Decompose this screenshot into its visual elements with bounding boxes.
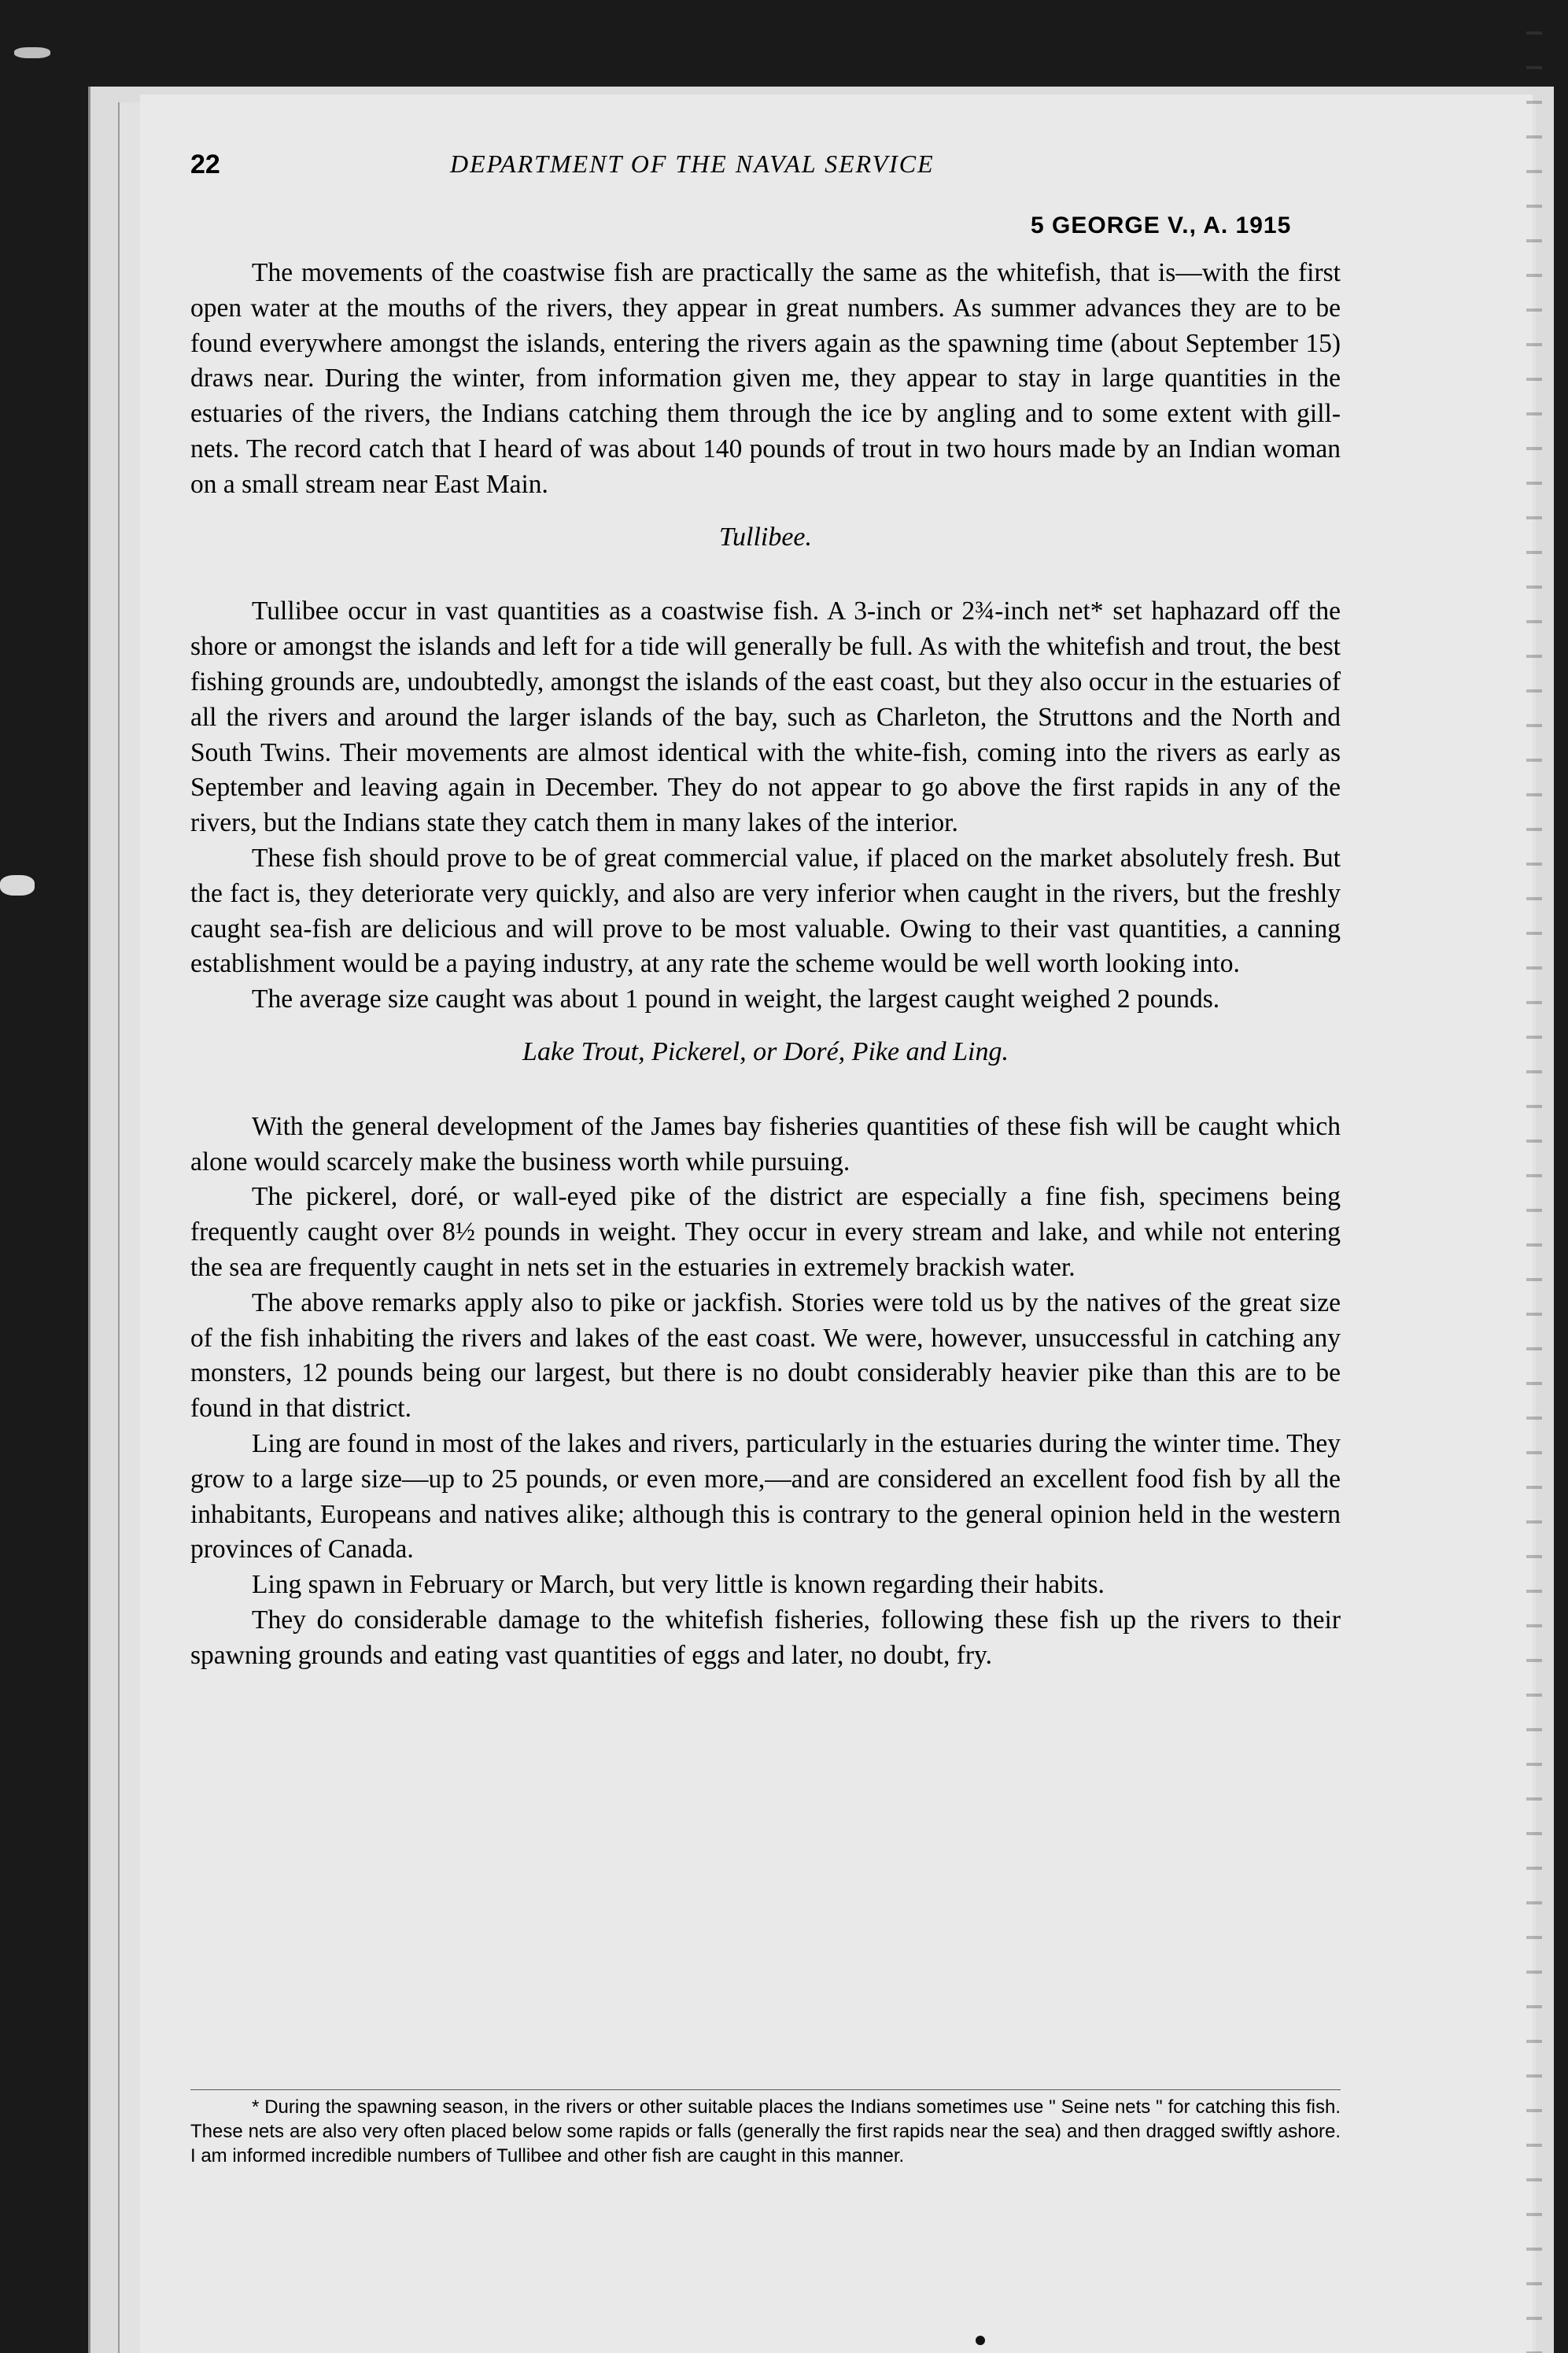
paragraph: The pickerel, doré, or wall-eyed pike of the district are especially a fine fish, specimens being frequently caught over 8½ pounds in weight. They occur in every stream and lake, and while not entering the sea are frequently caught in nets set in the estuaries in extremely brackish water. [190, 1182, 1341, 1282]
paragraph: These fish should prove to be of great commercial value, if placed on the market absolutely fresh. But the fact is, they deteriorate very quickly, and also are very inferior when caught in the rivers, but the freshly caught sea-fish are delicious and will prove to be most valuable. Owing to their vast quantities, a canning establishment would be a paying industry, at any rate the scheme would be well worth looking into. [190, 843, 1341, 979]
paragraph: Ling are found in most of the lakes and rivers, particularly in the estuaries during the winter time. They grow to a large size—up to 25 pounds, or even more,—and are considered an excellent food fish by all the inhabitants, Europeans and natives alike; although this is contrary to the general opinion held in the western provinces of Canada. [190, 1428, 1341, 1564]
paragraph: They do considerable damage to the whitefish fisheries, following these fish up the rivers to their spawning grounds and eating vast quantities of eggs and later, no doubt, fry. [190, 1605, 1341, 1670]
section-heading: Lake Trout, Pickerel, or Doré, Pike and Ling. [522, 1036, 1009, 1066]
paragraph: The average size caught was about 1 pound in weight, the largest caught weighed 2 pounds. [252, 984, 1220, 1014]
paragraph: Tullibee occur in vast quantities as a coastwise fish. A 3-inch or 2¾-inch net* set haphazard off the shore or amongst the islands and left for a tide will generally be full. As with the whitefish and trout, the best fishing grounds are, undoubtedly, amongst the islands of the east coast, but they also occur in the estuaries of all the rivers and around the larger islands of the bay, such as Charleton, the Struttons and the North and South Twins. Their movements are almost identical with the white-fish, coming into the rivers as early as September and leaving again in December. They do not appear to go above the first rapids in any of the rivers, but the Indians state they catch them in many lakes of the interior. [190, 597, 1341, 838]
scan-dot [976, 2336, 985, 2345]
page-number: 22 [190, 150, 220, 179]
page-header [190, 150, 1245, 197]
session-reference: 5 GEORGE V., A. 1915 [1031, 212, 1292, 238]
footnote [190, 2089, 1341, 2168]
scan-mark [0, 875, 35, 896]
body-text [190, 256, 1341, 1673]
paragraph: Ling spawn in February or March, but very little is known regarding their habits. [252, 1570, 1105, 1600]
paragraph: With the general development of the James bay fisheries quantities of these fish will be caught which alone would scarcely make the business worth while pursuing. [190, 1111, 1341, 1176]
paragraph: The movements of the coastwise fish are practically the same as the whitefish, that is—with the first open water at the mouths of the rivers, they appear in great numbers. As summer advances they are to be found everywhere amongst the islands, entering the rivers again as the spawning time (about September 15) draws near. During the winter, from information given me, they appear to stay in large quantities in the estuaries of the rivers, the Indians catching them through the ice by angling and to some extent with gill-nets. The record catch that I heard of was about 140 pounds of trout in two hours made by an Indian woman on a small stream near East Main. [190, 258, 1341, 499]
section-heading: Tullibee. [718, 522, 813, 552]
page-edge-shadow [1526, 0, 1542, 2353]
running-head: DEPARTMENT OF THE NAVAL SERVICE [450, 150, 935, 178]
paragraph: The above remarks apply also to pike or jackfish. Stories were told us by the natives of the great size of the fish inhabiting the rivers and lakes of the east coast. We were, however, unsuccessful in catching any monsters, 12 pounds being our largest, but there is no doubt considerably heavier pike than this are to be found in that district. [190, 1287, 1341, 1424]
scan-mark [14, 47, 50, 58]
footnote-text: * During the spawning season, in the rivers or other suitable places the Indians sometimes use " Seine nets " for catching this fish. These nets are also very often placed below some rapids or falls (generally the first rapids near the sea) and then dragged swiftly ashore. I am informed incredible numbers of Tullibee and other fish are caught in this manner. [190, 2096, 1341, 2166]
